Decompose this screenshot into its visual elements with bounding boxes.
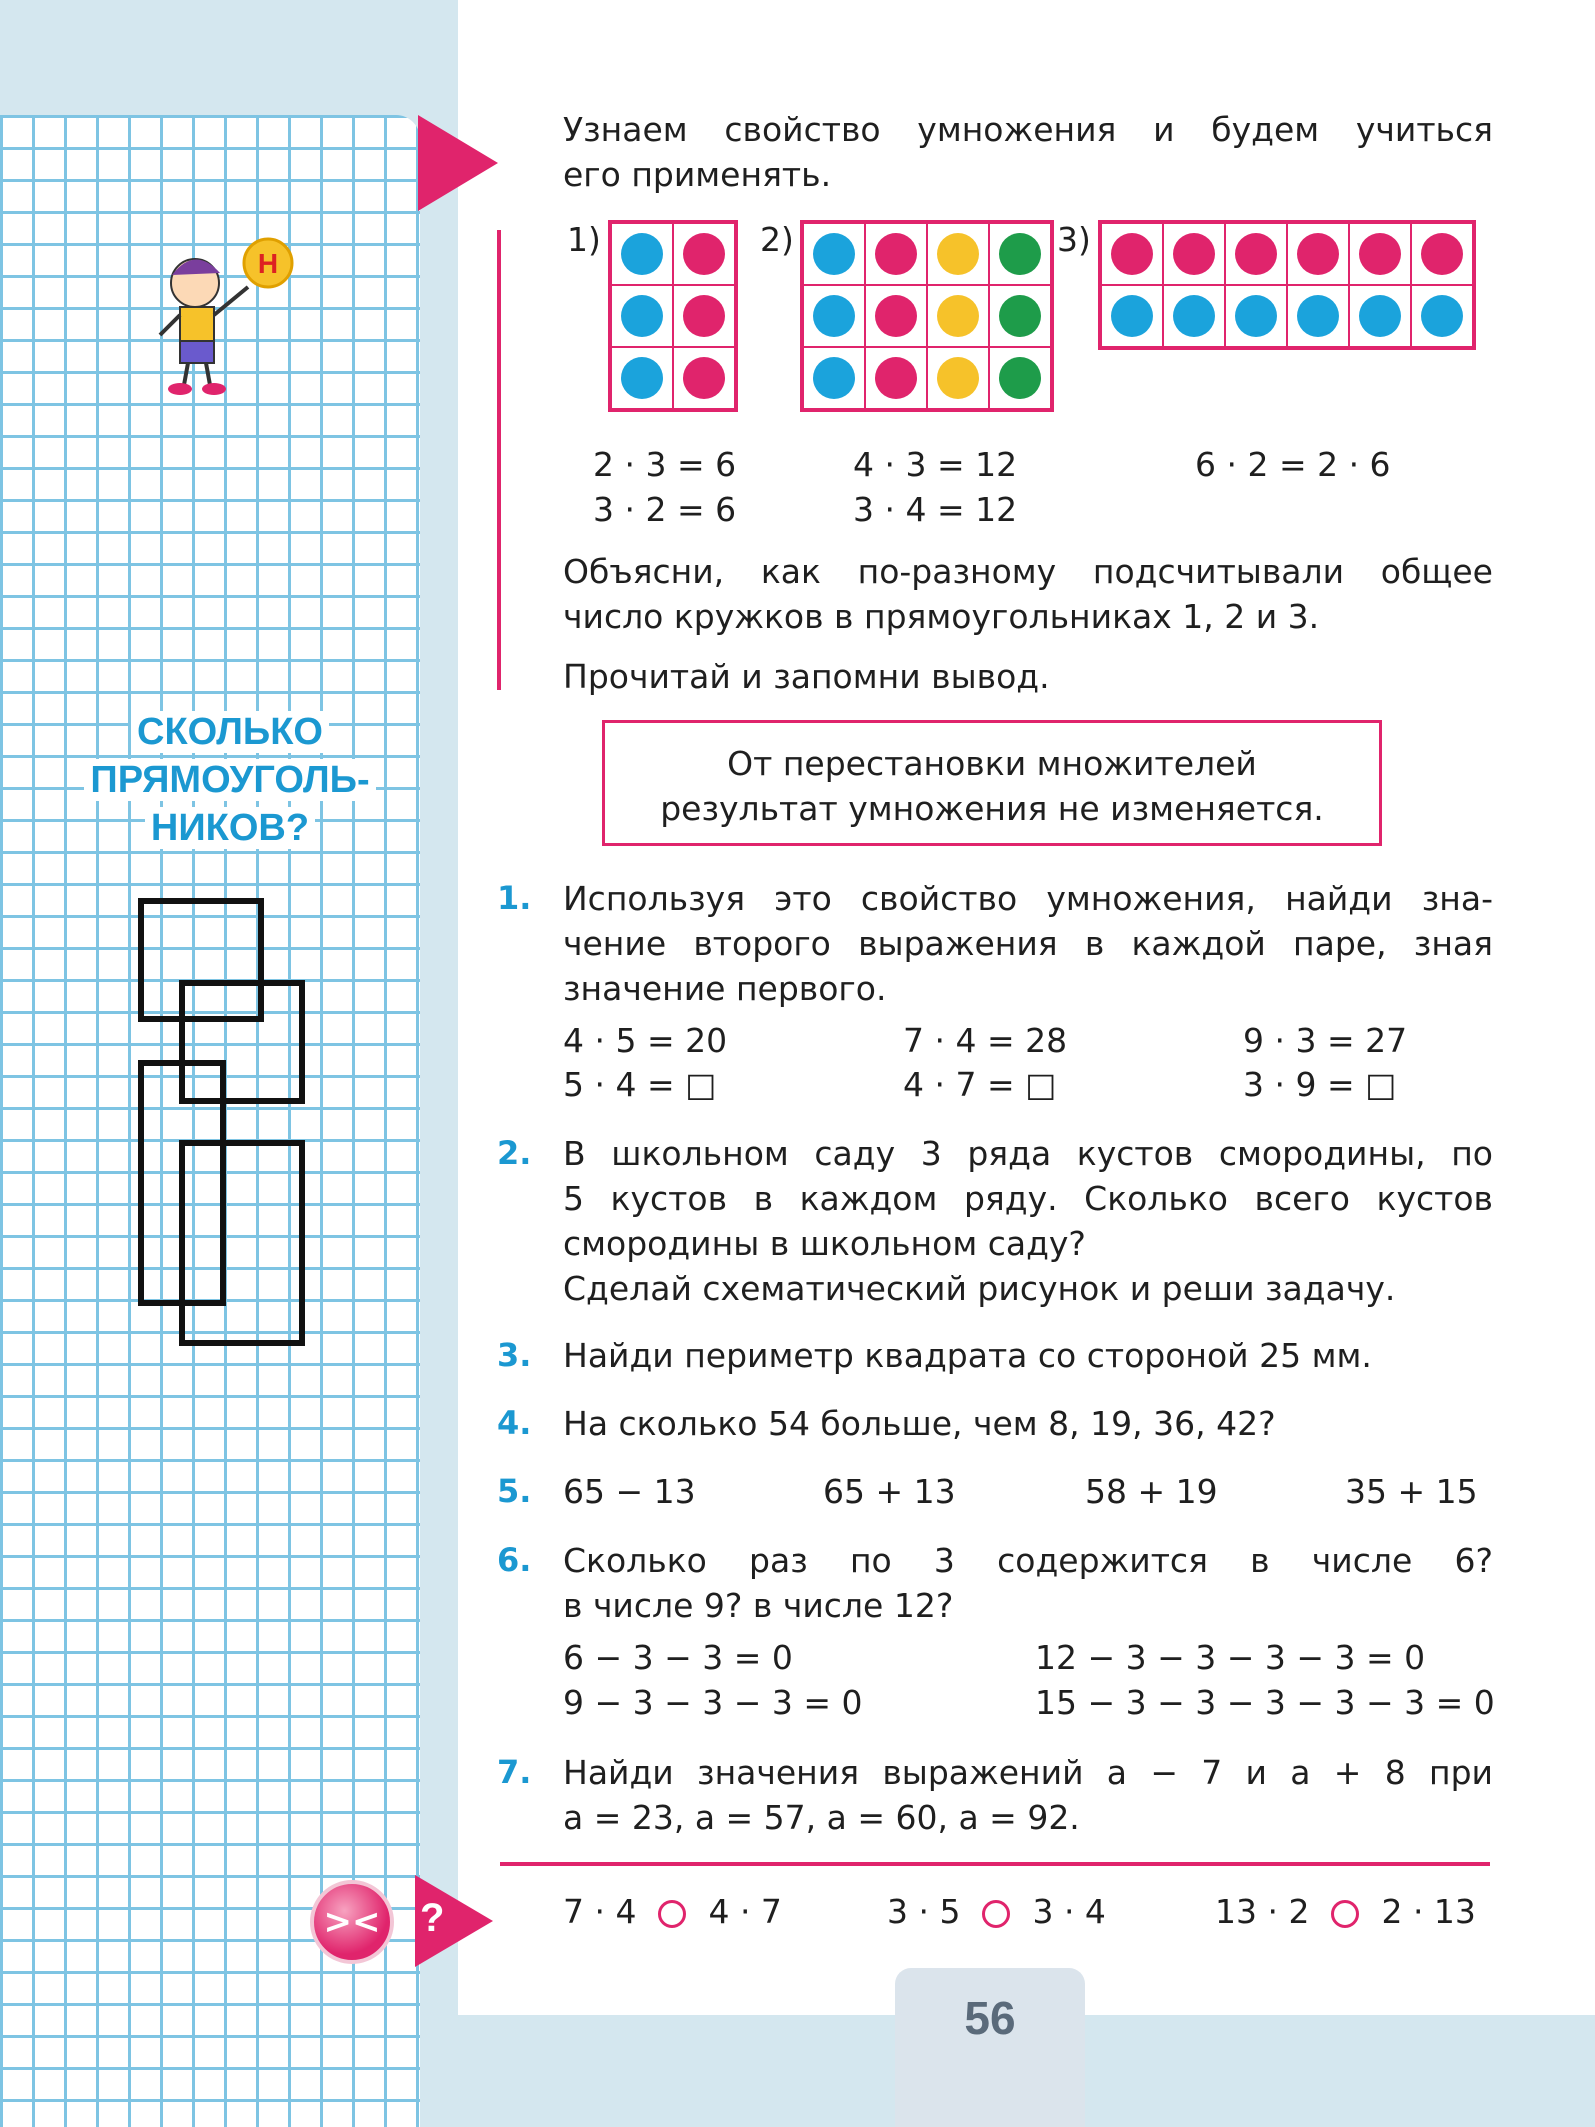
sidebar-title-line2: ПРЯМОУГОЛЬ- <box>84 759 375 801</box>
green-circle <box>999 357 1041 399</box>
compare-circle-icon[interactable] <box>1331 1900 1359 1928</box>
explain-line1: Объясни, как по-разному подсчитывали общее <box>563 552 1493 591</box>
task2-line4: Сделай схематический рисунок и реши задачу. <box>563 1269 1396 1308</box>
task1-line3: значение первого. <box>563 969 887 1008</box>
pink-circle <box>1111 233 1153 275</box>
task5-expr4: 35 + 15 <box>1345 1472 1478 1511</box>
task6-eq4: 15 − 3 − 3 − 3 − 3 − 3 = 0 <box>1035 1683 1495 1722</box>
blue-circle <box>621 233 663 275</box>
blue-circle <box>1173 295 1215 337</box>
task1-line2: чение второго выражения в каждой паре, зная <box>563 924 1493 963</box>
task3-text: Найди периметр квадрата со стороной 25 мм. <box>563 1336 1372 1375</box>
pink-circle <box>875 295 917 337</box>
compare-circle-icon[interactable] <box>658 1900 686 1928</box>
compare-left: 7 · 4 <box>563 1892 637 1931</box>
task6-eq2: 12 − 3 − 3 − 3 − 3 = 0 <box>1035 1638 1426 1677</box>
compare-icon: >< <box>310 1880 394 1964</box>
pink-circle <box>875 357 917 399</box>
task2-line3: смородины в школьном саду? <box>563 1224 1086 1263</box>
task6-eq1: 6 − 3 − 3 = 0 <box>563 1638 793 1677</box>
task4-text: На сколько 54 больше, чем 8, 19, 36, 42? <box>563 1404 1276 1443</box>
intro-arrow-icon <box>418 115 498 211</box>
circle-grid-3 <box>1098 220 1476 350</box>
task5-expr3: 58 + 19 <box>1085 1472 1218 1511</box>
task5-expr1: 65 − 13 <box>563 1472 696 1511</box>
blue-circle <box>813 233 855 275</box>
equation-f1b: 3 · 2 = 6 <box>593 490 737 529</box>
pink-circle <box>1235 233 1277 275</box>
pink-circle <box>683 233 725 275</box>
explain-line2: число кружков в прямоугольниках 1, 2 и 3. <box>563 597 1320 636</box>
compare-left: 3 · 5 <box>887 1892 961 1931</box>
blue-circle <box>621 357 663 399</box>
green-circle <box>999 295 1041 337</box>
equation-f1a: 2 · 3 = 6 <box>593 445 737 484</box>
task1-line1: Используя это свойство умножения, найди зна- <box>563 879 1493 918</box>
compare-right: 3 · 4 <box>1032 1892 1106 1931</box>
blue-circle <box>1297 295 1339 337</box>
circle-grid-1 <box>608 220 738 412</box>
equation-f2a: 4 · 3 = 12 <box>853 445 1018 484</box>
sidebar-title-line3: НИКОВ? <box>145 807 315 849</box>
sidebar-title-line1: СКОЛЬКО <box>131 711 329 753</box>
task-number: 5. <box>497 1472 532 1510</box>
task1-pair1-b: 5 · 4 = □ <box>563 1065 717 1104</box>
task1-pair1-a: 4 · 5 = 20 <box>563 1021 728 1060</box>
task-number: 7. <box>497 1753 532 1791</box>
compare-item-2 <box>887 1889 1106 1934</box>
task2-line1: В школьном саду 3 ряда кустов смородины, по <box>563 1134 1493 1173</box>
blue-circle <box>1359 295 1401 337</box>
blue-circle <box>813 357 855 399</box>
mascot-badge-letter: Н <box>257 248 279 279</box>
rule-line1: От перестановки множителей <box>727 744 1257 783</box>
compare-right: 4 · 7 <box>708 1892 782 1931</box>
blue-circle <box>1111 295 1153 337</box>
compare-left: 13 · 2 <box>1215 1892 1310 1931</box>
pink-circle <box>875 233 917 275</box>
pink-circle <box>1297 233 1339 275</box>
intro-line1: Узнаем свойство умножения и будем учиться <box>563 110 1493 149</box>
blue-circle <box>621 295 663 337</box>
task1-pair2-b: 4 · 7 = □ <box>903 1065 1057 1104</box>
pink-circle <box>683 357 725 399</box>
figure-label-3: 3) <box>1057 220 1091 259</box>
yellow-circle <box>937 357 979 399</box>
green-circle <box>999 233 1041 275</box>
page-number: 56 <box>895 1968 1085 2127</box>
intro-line2: его применять. <box>563 155 832 194</box>
pink-circle <box>1359 233 1401 275</box>
blue-circle <box>813 295 855 337</box>
compare-circle-icon[interactable] <box>982 1900 1010 1928</box>
blue-circle <box>1421 295 1463 337</box>
sidebar-title <box>60 708 400 852</box>
equation-f2b: 3 · 4 = 12 <box>853 490 1018 529</box>
task5-expr2: 65 + 13 <box>823 1472 956 1511</box>
yellow-circle <box>937 295 979 337</box>
figure-label-2: 2) <box>760 220 794 259</box>
task-number: 2. <box>497 1134 532 1172</box>
question-mark: ? <box>420 1896 445 1940</box>
task7-line1: Найди значения выражений a − 7 и a + 8 при <box>563 1753 1493 1792</box>
task-number: 4. <box>497 1404 532 1442</box>
task1-pair3-b: 3 · 9 = □ <box>1243 1065 1397 1104</box>
rule-line2: результат умножения не изменяется. <box>660 789 1324 828</box>
compare-item-1 <box>563 1889 782 1934</box>
equation-f3: 6 · 2 = 2 · 6 <box>1195 445 1391 484</box>
read-instruction: Прочитай и запомни вывод. <box>563 657 1050 696</box>
bottom-divider <box>500 1862 1490 1866</box>
figure-label-1: 1) <box>567 220 601 259</box>
task-number: 1. <box>497 879 532 917</box>
compare-right: 2 · 13 <box>1381 1892 1476 1931</box>
pink-circle <box>1421 233 1463 275</box>
circle-grid-2 <box>800 220 1054 412</box>
task-number: 3. <box>497 1336 532 1374</box>
task6-eq3: 9 − 3 − 3 − 3 = 0 <box>563 1683 863 1722</box>
task2-line2: 5 кустов в каждом ряду. Сколько всего кустов <box>563 1179 1493 1218</box>
task6-line2: в числе 9? в числе 12? <box>563 1586 954 1625</box>
task7-line2: a = 23, a = 57, a = 60, a = 92. <box>563 1798 1080 1837</box>
section-bar <box>497 230 501 690</box>
compare-item-3 <box>1215 1889 1476 1934</box>
task1-pair3-a: 9 · 3 = 27 <box>1243 1021 1408 1060</box>
task6-line1: Сколько раз по 3 содержится в числе 6? <box>563 1541 1493 1580</box>
task1-pair2-a: 7 · 4 = 28 <box>903 1021 1068 1060</box>
task-number: 6. <box>497 1541 532 1579</box>
pink-circle <box>1173 233 1215 275</box>
blue-circle <box>1235 295 1277 337</box>
pink-circle <box>683 295 725 337</box>
rule-box <box>602 720 1382 846</box>
mascot-icon <box>140 235 310 405</box>
rectangles-puzzle-figure <box>135 895 310 1350</box>
yellow-circle <box>937 233 979 275</box>
